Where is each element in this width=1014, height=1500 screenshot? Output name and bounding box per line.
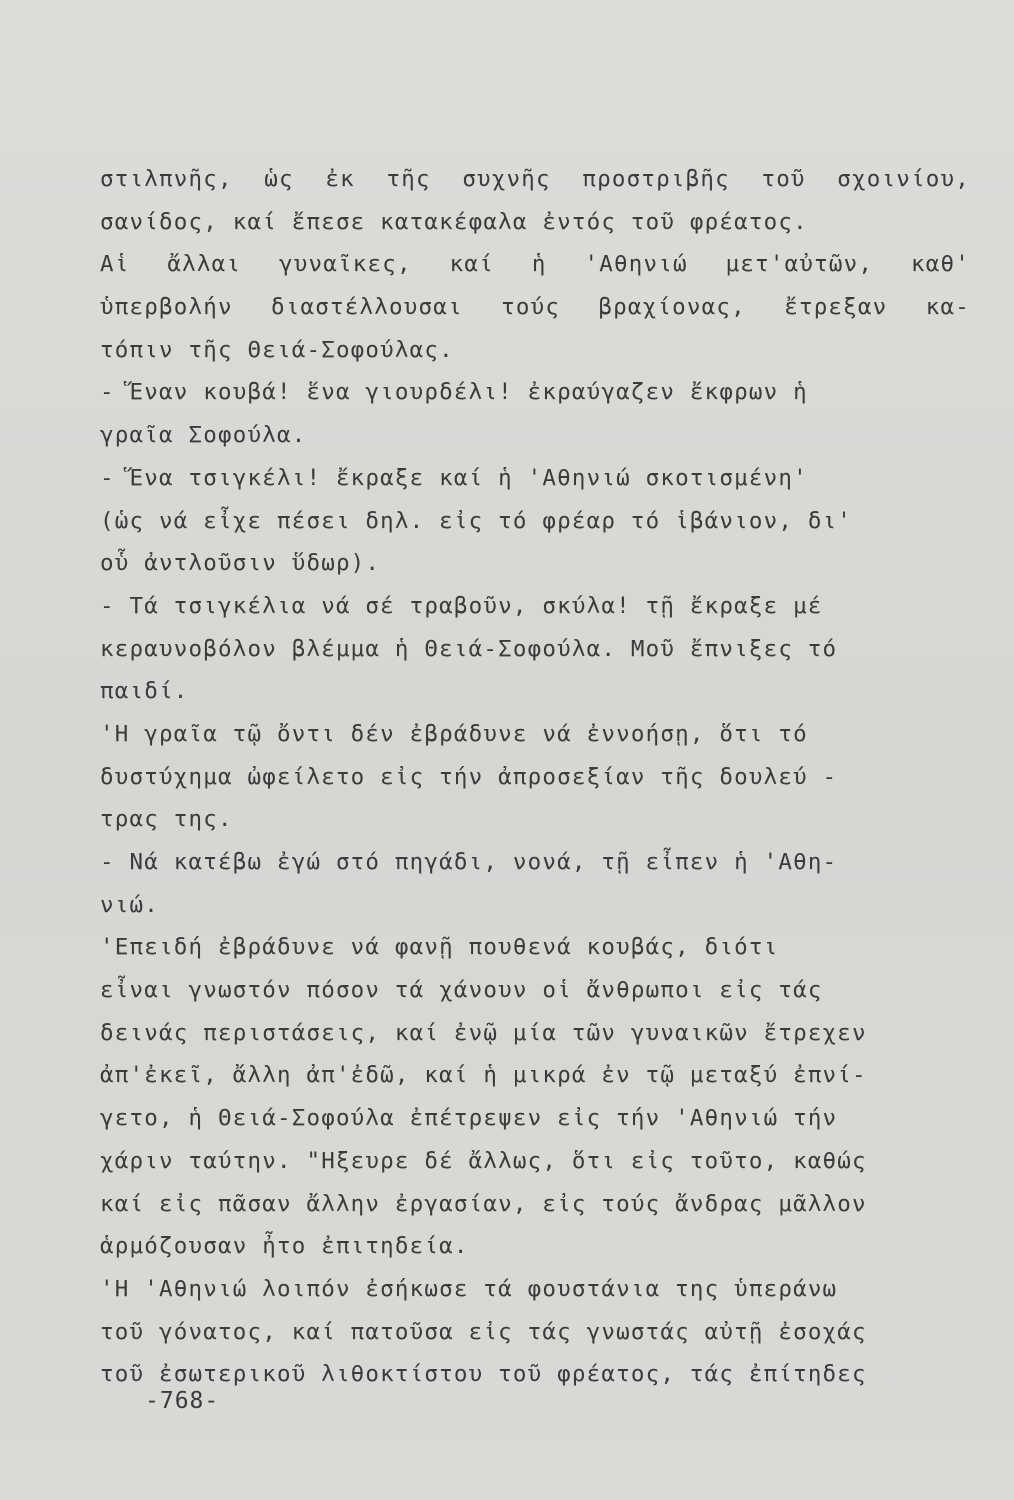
text-line: ὑπερβολήν διαστέλλουσαι τούς βραχίονας, ἔτρεξαν κα-: [100, 294, 970, 321]
text-line: ἁρμόζουσαν ἦτο ἐπιτηδεία.: [100, 1233, 469, 1260]
text-line: τόπιν τῆς Θειά-Σοφούλας.: [100, 336, 454, 363]
text-line: 'Η γραῖα τῷ ὄντι δέν ἐβράδυνε νά ἐννοήσῃ, ὅτι τό: [100, 720, 808, 747]
text-line: - Ἕναν κουβά! ἕνα γιουρδέλι! ἐκραύγαζεν ἔκφρων ἡ: [100, 379, 808, 406]
text-line: τρας της.: [100, 806, 233, 833]
text-line: δεινάς περιστάσεις, καί ἐνῷ μία τῶν γυναικῶν ἔτρεχεν: [100, 1019, 867, 1046]
text-line: δυστύχημα ὠφείλετο εἰς τήν ἀπροσεξίαν τῆς δουλεύ -: [100, 763, 838, 790]
text-line: ἀπ'ἐκεῖ, ἄλλη ἀπ'ἐδῶ, καί ἡ μικρά ἐν τῷ μεταξύ ἐπνί-: [100, 1062, 867, 1089]
text-line: γετο, ἡ Θειά-Σοφούλα ἐπέτρεψεν εἰς τήν 'Αθηνιώ τήν: [100, 1105, 838, 1132]
text-line: οὗ ἀντλοῦσιν ὕδωρ).: [100, 550, 381, 577]
text-line: - Τά τσιγκέλια νά σέ τραβοῦν, σκύλα! τῇ ἔκραξε μέ: [100, 592, 823, 619]
text-line: στιλπνῆς, ὡς ἐκ τῆς συχνῆς προστριβῆς τοῦ σχοινίου,: [100, 166, 970, 192]
text-line: σανίδος, καί ἔπεσε κατακέφαλα ἐντός τοῦ φρέατος.: [100, 208, 808, 235]
text-line: νιώ.: [100, 891, 159, 918]
body-text: [100, 158, 970, 1396]
text-line: γραῖα Σοφούλα.: [100, 422, 307, 449]
text-line: Αἱ ἄλλαι γυναῖκες, καί ἡ 'Αθηνιώ μετ'αὐτῶν, καθ': [100, 251, 970, 278]
text-line: - Νά κατέβω ἐγώ στό πηγάδι, νονά, τῇ εἶπεν ἡ 'Αθη-: [100, 849, 838, 875]
text-line: 'Επειδή ἐβράδυνε νά φανῇ πουθενά κουβάς, διότι: [100, 934, 779, 961]
text-line: εἶναι γνωστόν πόσον τά χάνουν οἱ ἄνθρωποι εἰς τάς: [100, 977, 823, 1004]
text-line: - Ἕνα τσιγκέλι! ἔκραξε καί ἡ 'Αθηνιώ σκοτισμένη': [100, 464, 808, 491]
text-line: τοῦ ἐσωτερικοῦ λιθοκτίστου τοῦ φρέατος, τάς ἐπίτηδες: [100, 1361, 867, 1388]
text-line: κεραυνοβόλον βλέμμα ἡ Θειά-Σοφούλα. Μοῦ ἔπνιξες τό: [100, 635, 838, 662]
text-line: καί εἰς πᾶσαν ἄλλην ἐργασίαν, εἰς τούς ἄνδρας μᾶλλον: [100, 1190, 867, 1217]
page-number: -768-: [145, 1388, 220, 1414]
text-line: τοῦ γόνατος, καί πατοῦσα εἰς τάς γνωστάς αὐτῇ ἐσοχάς: [100, 1318, 867, 1345]
text-line: (ὡς νά εἶχε πέσει δηλ. εἰς τό φρέαρ τό ἱβάνιον, δι': [100, 507, 853, 534]
text-line: παιδί.: [100, 678, 189, 705]
text-line: 'Η 'Αθηνιώ λοιπόν ἐσήκωσε τά φουστάνια της ὑπεράνω: [100, 1275, 838, 1302]
text-line: χάριν ταύτην. "Ηξευρε δέ ἄλλως, ὅτι εἰς τοῦτο, καθώς: [100, 1147, 867, 1174]
